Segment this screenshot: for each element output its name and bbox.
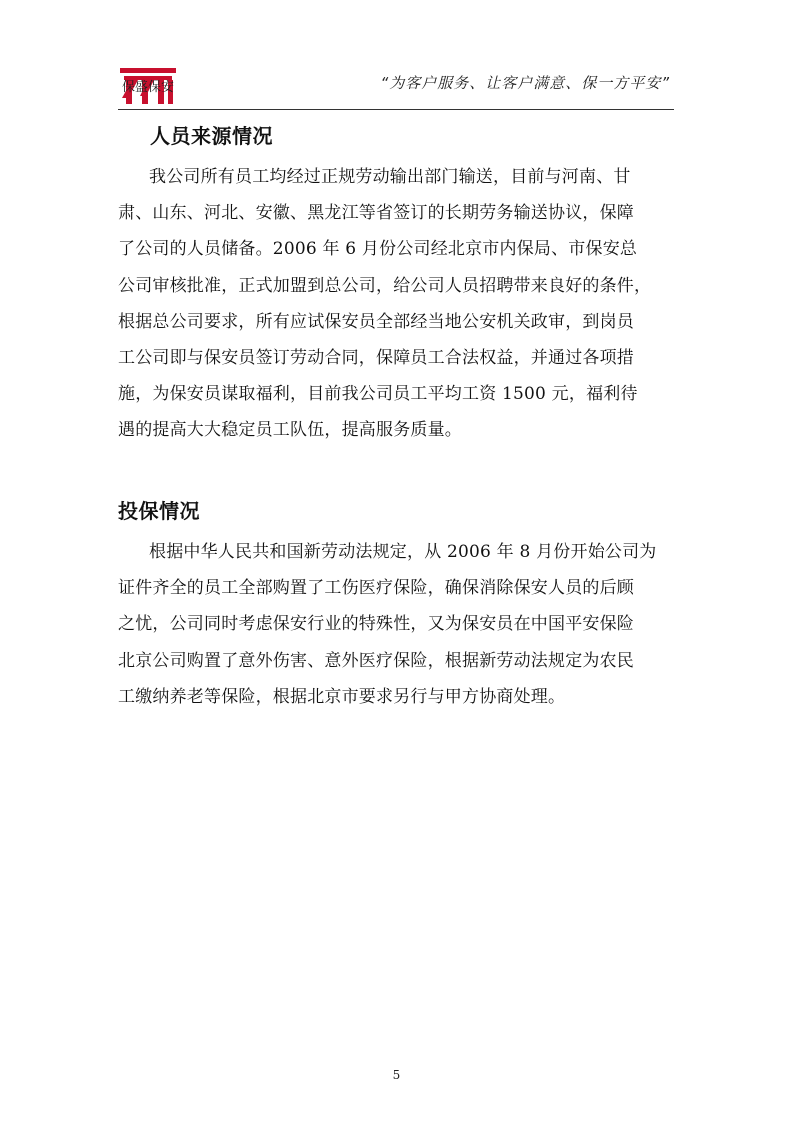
paragraph-line: 我公司所有员工均经过正规劳动输出部门输送，目前与河南、甘 [149,167,631,187]
paragraph-line: 了公司的人员储备。2006 年 6 月份公司经北京市内保局、市保安总 [118,239,638,260]
paragraph-line: 遇的提高大大稳定员工队伍，提高服务质量。 [118,420,462,441]
paragraph-line: 工缴纳养老等保险，根据北京市要求另行与甲方协商处理。 [118,686,566,707]
paragraph-line: 施，为保安员谋取福利，目前我公司员工平均工资 1500 元，福利待 [118,384,638,405]
paragraph-line: 北京公司购置了意外伤害、意外医疗保险，根据新劳动法规定为农民 [118,650,634,671]
paragraph-line: 证件齐全的员工全部购置了工伤医疗保险，确保消除保安人员的后顾 [118,578,634,599]
paragraph-line: 公司审核批准，正式加盟到总公司，给公司人员招聘带来良好的条件， [118,275,652,296]
paragraph-line: 根据中华人民共和国新劳动法规定，从 2006 年 8 月份开始公司为 [149,542,657,562]
paragraph-line: 工公司即与保安员签订劳动合同，保障员工合法权益，并通过各项措 [118,348,634,369]
section-heading-insurance: 投保情况 [118,499,200,523]
paragraph-line: 之忧，公司同时考虑保安行业的特殊性，又为保安员在中国平安保险 [118,614,634,635]
page-number: 5 [392,1068,401,1082]
paragraph-staff-source [118,159,676,449]
paragraph-line: 根据总公司要求，所有应试保安员全部经当地公安机关政审，到岗员 [118,311,634,332]
header-slogan: “为客户服务、让客户满意、保一方平安” [380,74,670,92]
section-heading-staff-source: 人员来源情况 [150,124,273,148]
paragraph-insurance [118,534,676,715]
header-divider [118,109,674,110]
paragraph-line: 肃、山东、河北、安徽、黑龙江等省签订的长期劳务输送协议，保障 [118,203,634,224]
logo-text: 保盛保安 [122,80,175,95]
page-header [118,62,674,114]
